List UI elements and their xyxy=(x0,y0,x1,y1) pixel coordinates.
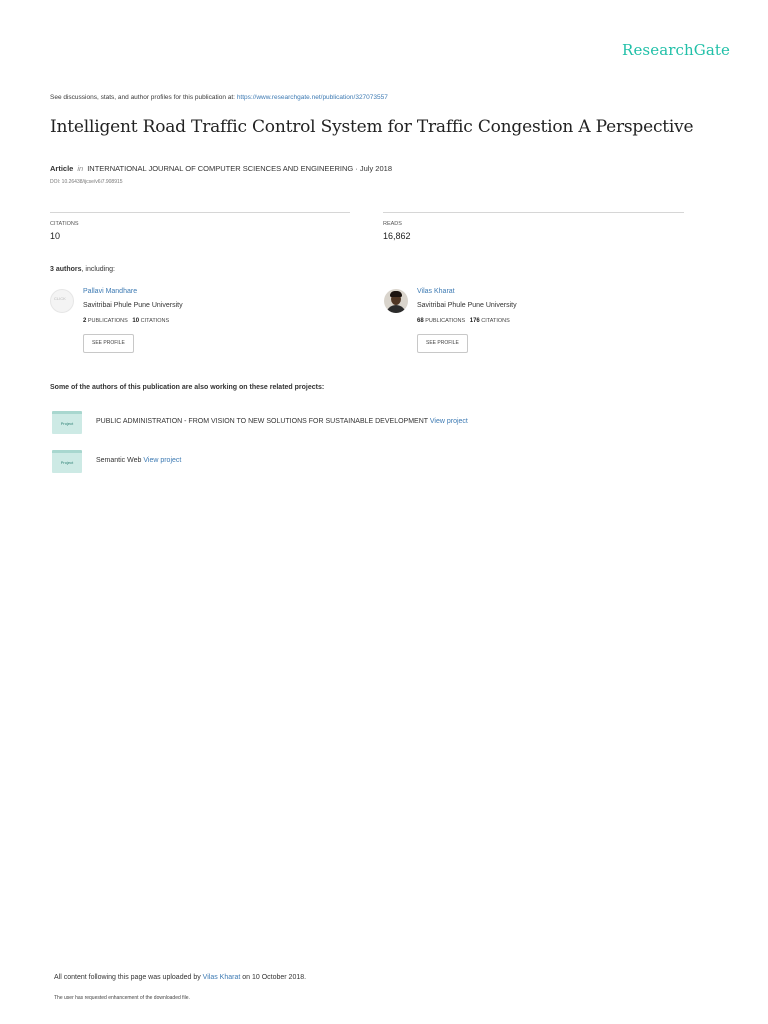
project-text xyxy=(96,457,181,464)
author-institution: Savitribai Phule Pune University xyxy=(417,302,517,309)
researchgate-logo[interactable]: ResearchGate xyxy=(622,41,730,59)
author-card xyxy=(384,286,684,356)
avatar-hair-shape xyxy=(390,291,402,297)
in-word: in xyxy=(77,164,84,173)
divider-citations xyxy=(50,212,350,213)
citations-value: 10 xyxy=(50,231,61,241)
divider-reads xyxy=(383,212,684,213)
article-line xyxy=(50,164,392,173)
author-name-link[interactable]: Pallavi Mandhare xyxy=(83,288,138,295)
project-title: PUBLIC ADMINISTRATION - FROM VISION TO NEW SOLUTIONS FOR SUSTAINABLE DEVELOPMENT xyxy=(96,418,428,425)
view-project-link[interactable]: View project xyxy=(143,457,182,464)
authors-heading xyxy=(50,266,115,273)
project-item xyxy=(50,449,690,479)
author-publications-count: 68 xyxy=(417,318,424,324)
upload-note xyxy=(54,974,306,981)
project-text xyxy=(96,418,468,425)
author-stats xyxy=(417,318,510,324)
author-stats xyxy=(83,318,169,324)
citations-label: CITATIONS xyxy=(50,221,79,227)
enhancement-note: The user has requested enhancement of the downloaded file. xyxy=(54,995,190,1001)
journal-name[interactable]: INTERNATIONAL JOURNAL OF COMPUTER SCIENCES AND ENGINEERING xyxy=(87,164,354,173)
project-title: Semantic Web xyxy=(96,457,142,464)
avatar-placeholder[interactable] xyxy=(50,289,74,313)
project-tile-icon[interactable] xyxy=(52,411,82,434)
view-project-link[interactable]: View project xyxy=(429,418,468,425)
doi-line: DOI: 10.26438/ijcse/v6i7.908915 xyxy=(50,179,123,185)
author-card xyxy=(50,286,350,356)
author-publications-count: 2 xyxy=(83,318,87,324)
reads-label: READS xyxy=(383,221,402,227)
author-name-link[interactable]: Vilas Kharat xyxy=(417,288,455,295)
author-citations-count: 176 xyxy=(469,318,480,324)
see-profile-button[interactable]: SEE PROFILE xyxy=(417,334,468,353)
paper-title: Intelligent Road Traffic Control System for Traffic Congestion A Perspective xyxy=(50,117,694,137)
author-citations-label: CITATIONS xyxy=(140,318,170,324)
source-url-link[interactable]: https://www.researchgate.net/publication/327073557 xyxy=(236,94,388,101)
article-type: Article xyxy=(50,164,74,173)
project-tile-icon[interactable] xyxy=(52,450,82,473)
author-publications-label: PUBLICATIONS xyxy=(87,318,128,324)
source-prefix: See discussions, stats, and author profiles for this publication at: xyxy=(50,94,235,101)
source-line xyxy=(50,94,388,101)
avatar-placeholder-text: CLICK xyxy=(54,296,66,301)
uploader-link[interactable]: Vilas Kharat xyxy=(202,974,241,981)
author-publications-label: PUBLICATIONS xyxy=(425,318,466,324)
project-tile-label: Project xyxy=(60,421,74,426)
author-citations-label: CITATIONS xyxy=(481,318,510,324)
publication-date: · July 2018 xyxy=(355,164,392,173)
authors-count: 3 authors xyxy=(50,266,82,273)
projects-heading: Some of the authors of this publication are also working on these related projects: xyxy=(50,384,325,391)
see-profile-button[interactable]: SEE PROFILE xyxy=(83,334,134,353)
project-tile-label: Project xyxy=(60,460,74,465)
author-citations-count: 10 xyxy=(132,318,140,324)
avatar[interactable] xyxy=(384,289,408,313)
project-item xyxy=(50,410,690,440)
author-institution: Savitribai Phule Pune University xyxy=(83,302,183,309)
reads-value: 16,862 xyxy=(383,231,411,241)
upload-suffix: on 10 October 2018. xyxy=(242,974,307,981)
avatar-body-shape xyxy=(386,305,406,313)
authors-suffix: , including: xyxy=(81,266,115,273)
upload-prefix: All content following this page was uploaded by xyxy=(54,974,201,981)
